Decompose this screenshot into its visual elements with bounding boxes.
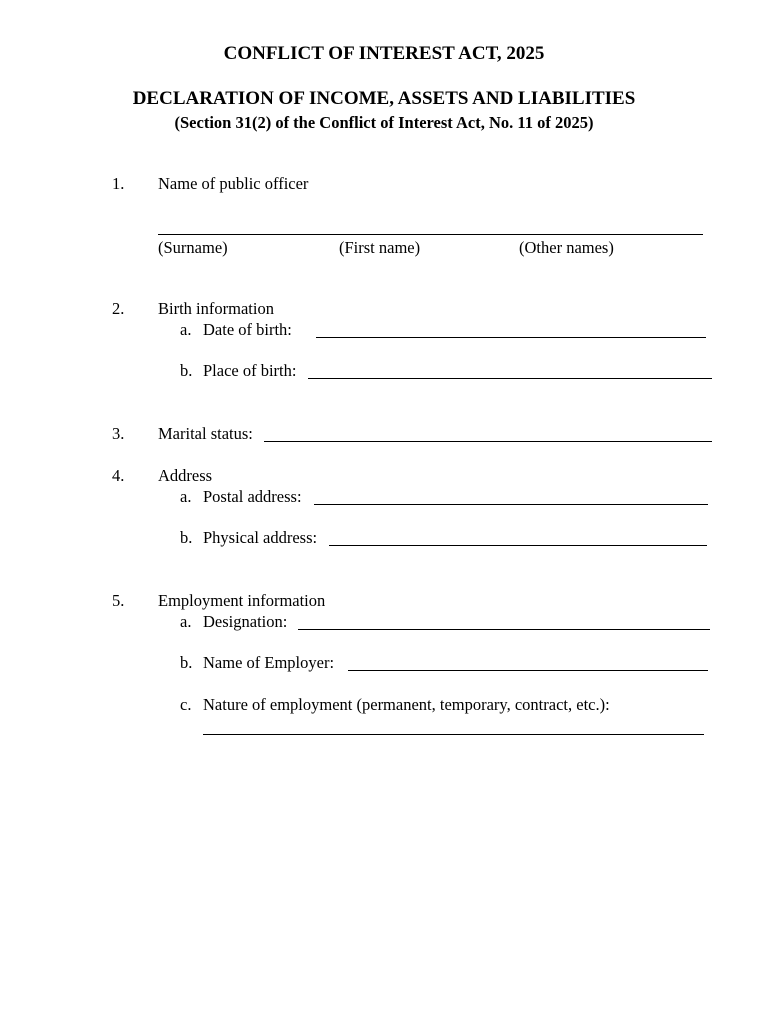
item-2a-letter: a.	[180, 320, 192, 339]
item-2-number: 2.	[112, 299, 125, 318]
item-5c-letter: c.	[180, 695, 192, 714]
section-reference: (Section 31(2) of the Conflict of Interest Act, No. 11 of 2025)	[174, 113, 594, 132]
declaration-title: DECLARATION OF INCOME, ASSETS AND LIABILITIES	[132, 88, 636, 109]
item-4a-letter: a.	[180, 487, 192, 506]
item-5a-letter: a.	[180, 612, 192, 631]
place-of-birth-field[interactable]	[308, 378, 712, 379]
first-name-caption: (First name)	[339, 238, 421, 257]
item-4b-letter: b.	[180, 528, 193, 547]
employer-name-label: Name of Employer:	[203, 653, 335, 672]
item-4-number: 4.	[112, 466, 125, 485]
employer-name-field[interactable]	[348, 670, 708, 671]
item-5-number: 5.	[112, 591, 125, 610]
postal-address-field[interactable]	[314, 504, 708, 505]
other-names-caption: (Other names)	[519, 238, 614, 257]
place-of-birth-label: Place of birth:	[203, 361, 297, 380]
item-1-label: Name of public officer	[158, 174, 309, 193]
item-5-label: Employment information	[158, 591, 326, 610]
item-2-label: Birth information	[158, 299, 274, 318]
date-of-birth-label: Date of birth:	[203, 320, 292, 339]
physical-address-field[interactable]	[329, 545, 707, 546]
date-of-birth-field[interactable]	[316, 337, 706, 338]
item-1-number: 1.	[112, 174, 125, 193]
designation-label: Designation:	[203, 612, 288, 631]
item-5b-letter: b.	[180, 653, 193, 672]
marital-status-label: Marital status:	[158, 424, 253, 443]
name-field-line[interactable]	[158, 234, 703, 235]
surname-caption: (Surname)	[158, 238, 228, 257]
item-2b-letter: b.	[180, 361, 193, 380]
nature-of-employment-label: Nature of employment (permanent, temporary, contract, etc.):	[203, 695, 610, 714]
nature-of-employment-field[interactable]	[203, 734, 704, 735]
act-title: CONFLICT OF INTEREST ACT, 2025	[223, 43, 545, 64]
designation-field[interactable]	[298, 629, 710, 630]
marital-status-field[interactable]	[264, 441, 712, 442]
postal-address-label: Postal address:	[203, 487, 302, 506]
item-3-number: 3.	[112, 424, 125, 443]
physical-address-label: Physical address:	[203, 528, 318, 547]
item-4-label: Address	[158, 466, 213, 485]
